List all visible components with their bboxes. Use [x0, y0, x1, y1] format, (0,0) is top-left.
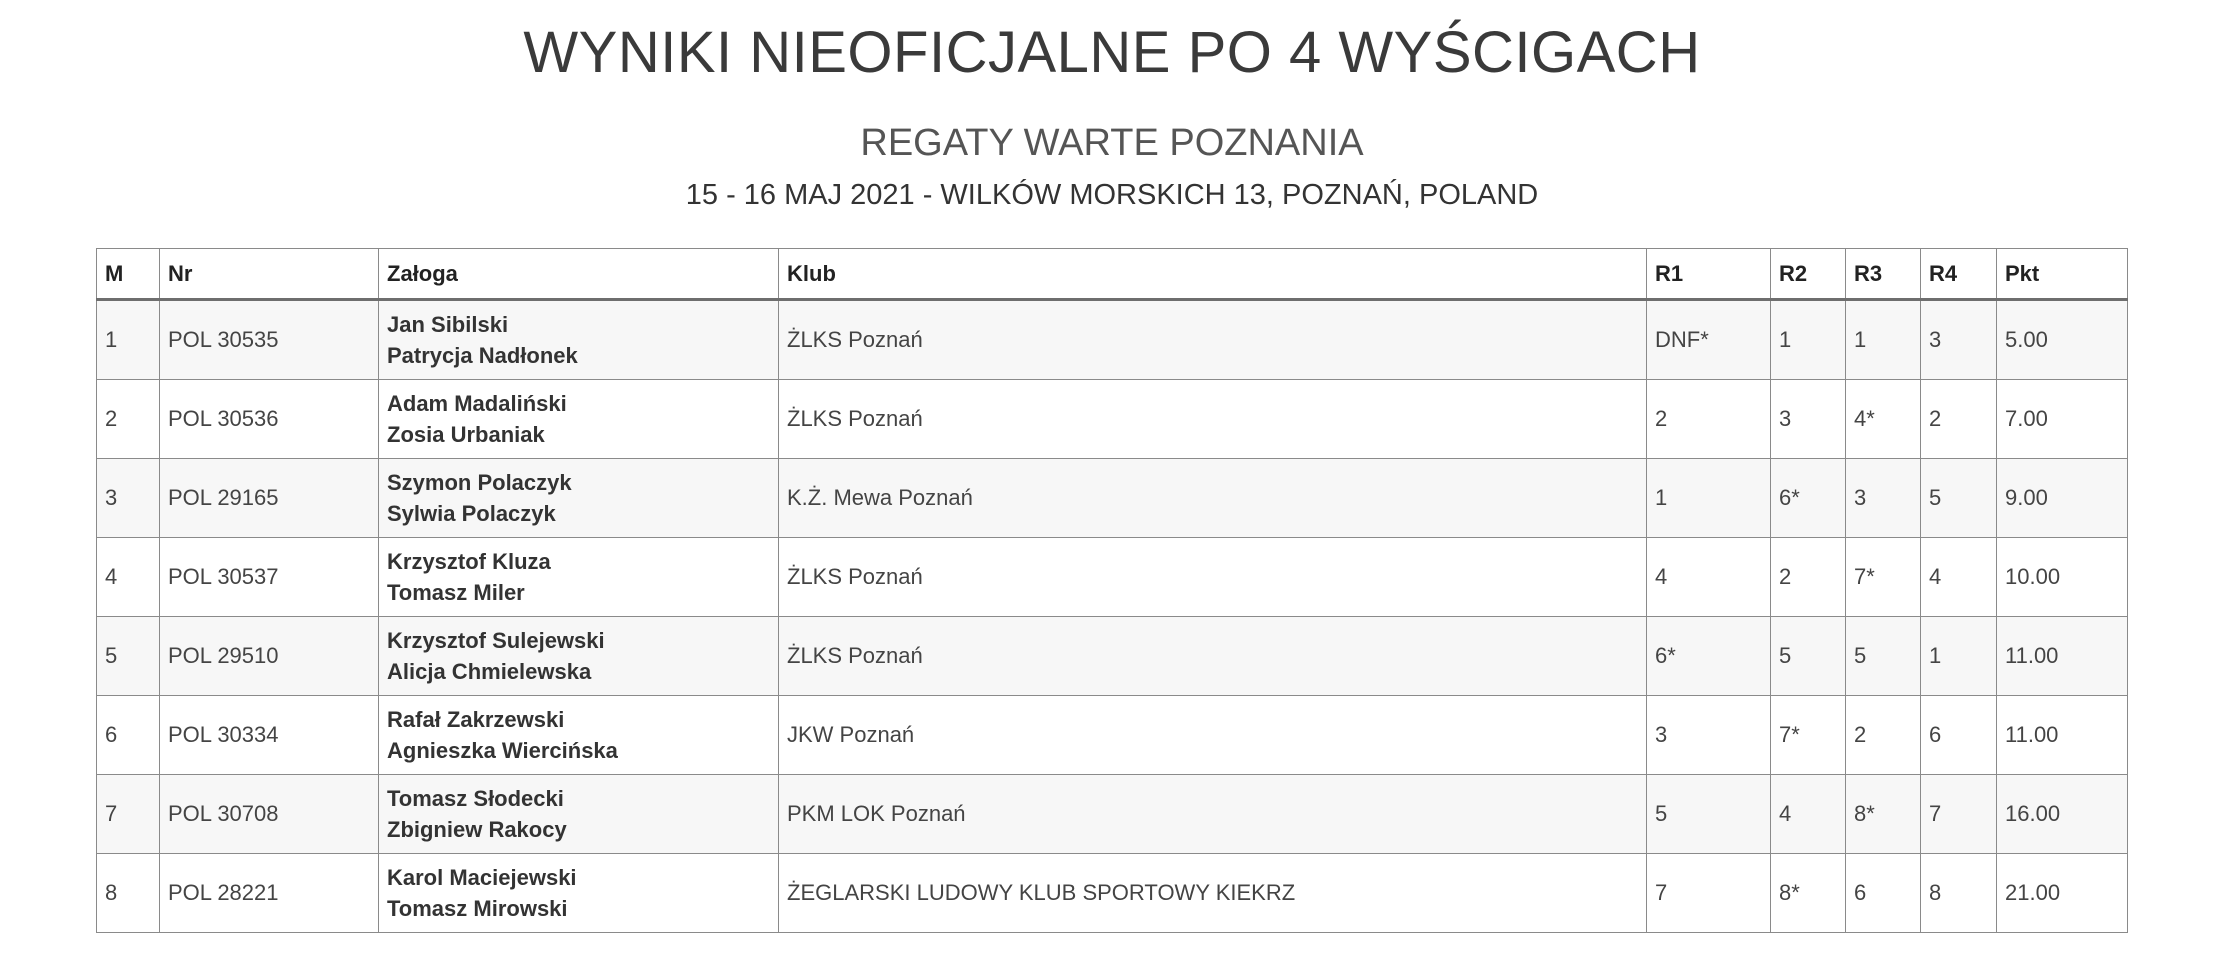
sail-number-cell: POL 30334: [160, 696, 379, 775]
rank-cell: 5: [97, 617, 160, 696]
points-cell: 11.00: [1997, 696, 2128, 775]
crew-member-name: Tomasz Miler: [387, 580, 525, 605]
race-1-cell: 7: [1647, 854, 1771, 933]
rank-cell: 2: [97, 380, 160, 459]
sail-number-cell: POL 29165: [160, 459, 379, 538]
col-header-r1: R1: [1647, 249, 1771, 300]
points-cell: 10.00: [1997, 538, 2128, 617]
col-header-r4: R4: [1921, 249, 1997, 300]
rank-cell: 8: [97, 854, 160, 933]
helmsman-name: Krzysztof Sulejewski: [387, 628, 605, 653]
crew-member-name: Alicja Chmielewska: [387, 659, 592, 684]
crew-cell: [379, 538, 779, 617]
race-2-cell: 6*: [1771, 459, 1846, 538]
table-row: [97, 854, 2128, 933]
race-1-cell: DNF*: [1647, 300, 1771, 380]
race-4-cell: 8: [1921, 854, 1997, 933]
helmsman-name: Karol Maciejewski: [387, 865, 577, 890]
crew-member-name: Tomasz Mirowski: [387, 896, 568, 921]
rank-cell: 3: [97, 459, 160, 538]
col-header-pkt: Pkt: [1997, 249, 2128, 300]
sail-number-cell: POL 30537: [160, 538, 379, 617]
race-2-cell: 7*: [1771, 696, 1846, 775]
helmsman-name: Jan Sibilski: [387, 312, 509, 337]
helmsman-name: Adam Madaliński: [387, 391, 567, 416]
race-2-cell: 5: [1771, 617, 1846, 696]
sail-number-cell: POL 29510: [160, 617, 379, 696]
crew-cell: [379, 300, 779, 380]
event-name: REGATY WARTE POZNANIA: [860, 122, 1364, 164]
helmsman-name: Szymon Polaczyk: [387, 470, 572, 495]
race-4-cell: 2: [1921, 380, 1997, 459]
table-row: [97, 617, 2128, 696]
points-cell: 21.00: [1997, 854, 2128, 933]
col-header-r3: R3: [1846, 249, 1921, 300]
race-2-cell: 8*: [1771, 854, 1846, 933]
race-4-cell: 1: [1921, 617, 1997, 696]
col-header-nr: Nr: [160, 249, 379, 300]
race-1-cell: 4: [1647, 538, 1771, 617]
race-4-cell: 5: [1921, 459, 1997, 538]
club-cell: PKM LOK Poznań: [779, 775, 1647, 854]
col-header-m: M: [97, 249, 160, 300]
helmsman-name: Rafał Zakrzewski: [387, 707, 565, 732]
race-1-cell: 6*: [1647, 617, 1771, 696]
table-row: [97, 775, 2128, 854]
rank-cell: 1: [97, 300, 160, 380]
race-2-cell: 2: [1771, 538, 1846, 617]
results-table: [96, 248, 2128, 933]
crew-member-name: Zbigniew Rakocy: [387, 817, 567, 842]
race-1-cell: 3: [1647, 696, 1771, 775]
crew-cell: [379, 696, 779, 775]
rank-cell: 7: [97, 775, 160, 854]
race-4-cell: 6: [1921, 696, 1997, 775]
sail-number-cell: POL 30708: [160, 775, 379, 854]
table-row: [97, 300, 2128, 380]
points-cell: 5.00: [1997, 300, 2128, 380]
header-row: [97, 249, 2128, 300]
rank-cell: 6: [97, 696, 160, 775]
race-4-cell: 3: [1921, 300, 1997, 380]
crew-member-name: Agnieszka Wiercińska: [387, 738, 618, 763]
race-1-cell: 1: [1647, 459, 1771, 538]
race-3-cell: 1: [1846, 300, 1921, 380]
table-body: [97, 300, 2128, 933]
race-3-cell: 4*: [1846, 380, 1921, 459]
crew-member-name: Patrycja Nadłonek: [387, 343, 578, 368]
race-1-cell: 5: [1647, 775, 1771, 854]
col-header-zaloga: Załoga: [379, 249, 779, 300]
race-3-cell: 3: [1846, 459, 1921, 538]
club-cell: JKW Poznań: [779, 696, 1647, 775]
points-cell: 9.00: [1997, 459, 2128, 538]
table-row: [97, 380, 2128, 459]
points-cell: 11.00: [1997, 617, 2128, 696]
race-3-cell: 5: [1846, 617, 1921, 696]
race-4-cell: 7: [1921, 775, 1997, 854]
race-2-cell: 4: [1771, 775, 1846, 854]
club-cell: ŻLKS Poznań: [779, 538, 1647, 617]
helmsman-name: Krzysztof Kluza: [387, 549, 551, 574]
points-cell: 7.00: [1997, 380, 2128, 459]
race-3-cell: 7*: [1846, 538, 1921, 617]
crew-cell: [379, 775, 779, 854]
col-header-r2: R2: [1771, 249, 1846, 300]
race-3-cell: 2: [1846, 696, 1921, 775]
table-row: [97, 696, 2128, 775]
crew-cell: [379, 854, 779, 933]
crew-cell: [379, 617, 779, 696]
race-2-cell: 1: [1771, 300, 1846, 380]
club-cell: ŻLKS Poznań: [779, 617, 1647, 696]
sail-number-cell: POL 30535: [160, 300, 379, 380]
table-row: [97, 538, 2128, 617]
club-cell: ŻLKS Poznań: [779, 300, 1647, 380]
page-title: WYNIKI NIEOFICJALNE PO 4 WYŚCIGACH: [523, 20, 1701, 85]
crew-cell: [379, 459, 779, 538]
crew-member-name: Zosia Urbaniak: [387, 422, 545, 447]
table-row: [97, 459, 2128, 538]
club-cell: ŻLKS Poznań: [779, 380, 1647, 459]
club-cell: ŻEGLARSKI LUDOWY KLUB SPORTOWY KIEKRZ: [779, 854, 1647, 933]
col-header-klub: Klub: [779, 249, 1647, 300]
event-date-location: 15 - 16 MAJ 2021 - WILKÓW MORSKICH 13, POZNAŃ, POLAND: [685, 179, 1539, 211]
table-header: [97, 249, 2128, 300]
race-1-cell: 2: [1647, 380, 1771, 459]
race-4-cell: 4: [1921, 538, 1997, 617]
crew-member-name: Sylwia Polaczyk: [387, 501, 556, 526]
helmsman-name: Tomasz Słodecki: [387, 786, 564, 811]
sail-number-cell: POL 30536: [160, 380, 379, 459]
points-cell: 16.00: [1997, 775, 2128, 854]
club-cell: K.Ż. Mewa Poznań: [779, 459, 1647, 538]
crew-cell: [379, 380, 779, 459]
race-2-cell: 3: [1771, 380, 1846, 459]
sail-number-cell: POL 28221: [160, 854, 379, 933]
rank-cell: 4: [97, 538, 160, 617]
race-3-cell: 6: [1846, 854, 1921, 933]
race-3-cell: 8*: [1846, 775, 1921, 854]
